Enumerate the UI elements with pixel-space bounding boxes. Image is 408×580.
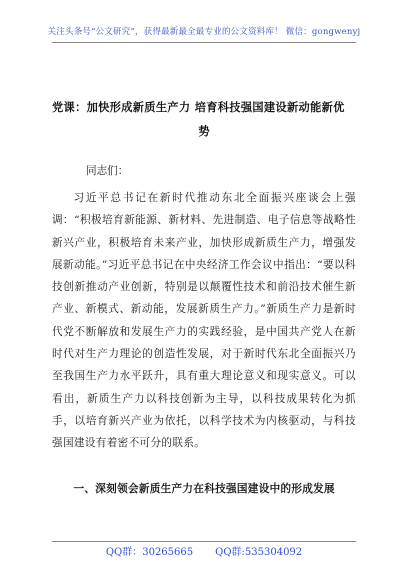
footer-qq-group-2: QQ群:535304092 [215,547,303,558]
footer [0,543,408,558]
document-title-line-1: 党课：加快形成新质生产力 培育科技强国建设新动能新优 [52,101,345,114]
salutation: 同志们： [86,165,129,177]
document-title-line-2: 势 [198,125,210,138]
footer-qq-group-1: QQ群：30265665 [105,547,194,558]
header-divider [52,42,356,43]
body-paragraph: 习近平总书记在新时代推动东北全面振兴座谈会上强调：“积极培育新能源、新材料、先进制造、电子信息等战略性新兴产业，积极培育未来产业，加快形成新质生产力，增强发展新动能。”习近平总书记在中央经济工作会议中指出：“要以科技创新推动产业创新，特别是以颠覆性技术和前沿技术催生新产业、新模式、新动能，发展新质生产力。”新质生产力是新时代党不断解放和发展生产力的实践经验，是中国共产党人在新时代对生产力理论的创造性发展，对于新时代东北全面振兴乃至我国生产力水平跃升，具有重大理论意义和现实意义。可以看出，新质生产力以科技创新为主导，以科技成果转化为抓手，以培育新兴产业为依托，以科学技术为内核驱动，与科技强国建设有着密不可分的联系。 [52,192,356,450]
header-note: 关注头条号“公文研究”，获得最新最全最专业的公文资料库！ 微信：gongwenyj [47,27,361,37]
footer-divider [52,541,356,542]
section-heading: 一、深刻领会新质生产力在科技强国建设中的形成发展 [73,483,335,495]
